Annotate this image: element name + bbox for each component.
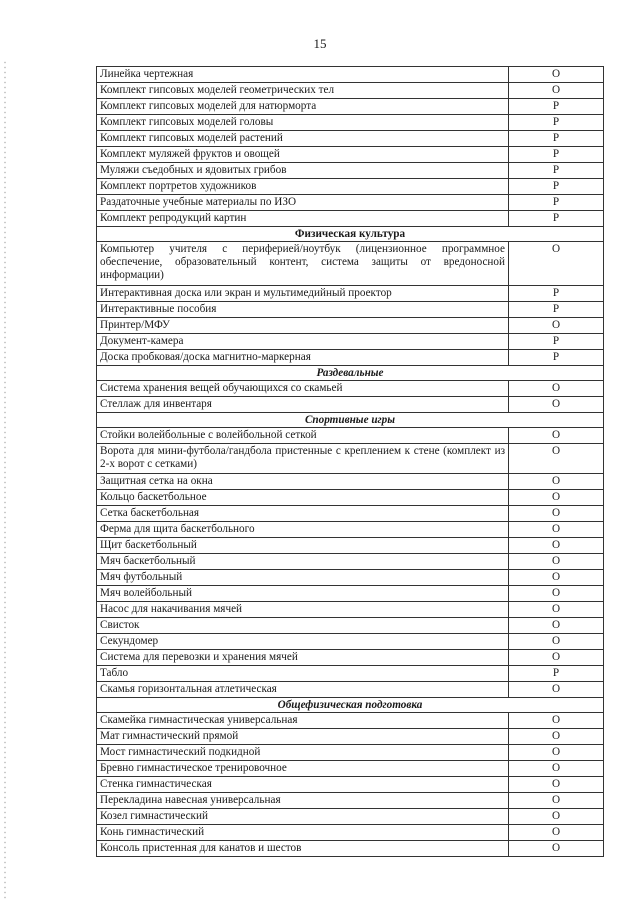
item-mark: О — [509, 618, 604, 634]
item-mark: О — [509, 745, 604, 761]
table-row — [97, 131, 604, 147]
item-name: Интерактивные пособия — [97, 302, 509, 318]
item-name: Комплект гипсовых моделей головы — [97, 115, 509, 131]
table-row — [97, 163, 604, 179]
table-row — [97, 809, 604, 825]
item-mark: О — [509, 83, 604, 99]
table-row — [97, 147, 604, 163]
item-mark: О — [509, 682, 604, 698]
table-row — [97, 428, 604, 444]
item-mark: О — [509, 777, 604, 793]
item-mark: О — [509, 809, 604, 825]
table-row — [97, 318, 604, 334]
item-name: Комплект гипсовых моделей геометрических тел — [97, 83, 509, 99]
section-title: Физическая культура — [97, 227, 604, 242]
item-name: Ферма для щита баскетбольного — [97, 522, 509, 538]
table-row — [97, 825, 604, 841]
section-row — [97, 366, 604, 381]
item-name: Сетка баскетбольная — [97, 506, 509, 522]
table-row — [97, 195, 604, 211]
item-mark: О — [509, 570, 604, 586]
table-row — [97, 682, 604, 698]
section-title: Раздевальные — [97, 366, 604, 381]
item-name: Комплект гипсовых моделей для натюрморта — [97, 99, 509, 115]
item-mark: О — [509, 538, 604, 554]
item-mark: О — [509, 381, 604, 397]
section-title: Спортивные игры — [97, 413, 604, 428]
item-name: Комплект портретов художников — [97, 179, 509, 195]
item-mark: Р — [509, 99, 604, 115]
item-name: Стенка гимнастическая — [97, 777, 509, 793]
scan-edge-dots — [4, 60, 6, 900]
item-name: Козел гимнастический — [97, 809, 509, 825]
item-mark: Р — [509, 131, 604, 147]
item-name: Доска пробковая/доска магнитно-маркерная — [97, 350, 509, 366]
item-mark: О — [509, 506, 604, 522]
item-name: Свисток — [97, 618, 509, 634]
item-name: Документ-камера — [97, 334, 509, 350]
item-name: Конь гимнастический — [97, 825, 509, 841]
item-name: Кольцо баскетбольное — [97, 490, 509, 506]
item-mark: Р — [509, 334, 604, 350]
table-row — [97, 777, 604, 793]
item-name: Мяч волейбольный — [97, 586, 509, 602]
item-name: Насос для накачивания мячей — [97, 602, 509, 618]
item-mark: О — [509, 841, 604, 857]
item-mark: О — [509, 474, 604, 490]
table-row — [97, 713, 604, 729]
item-mark: Р — [509, 302, 604, 318]
item-name: Раздаточные учебные материалы по ИЗО — [97, 195, 509, 211]
item-mark: О — [509, 650, 604, 666]
table-row — [97, 474, 604, 490]
item-name: Скамейка гимнастическая универсальная — [97, 713, 509, 729]
item-name: Муляжи съедобных и ядовитых грибов — [97, 163, 509, 179]
item-mark: О — [509, 825, 604, 841]
item-mark: О — [509, 554, 604, 570]
item-name: Перекладина навесная универсальная — [97, 793, 509, 809]
item-name: Бревно гимнастическое тренировочное — [97, 761, 509, 777]
table-row — [97, 618, 604, 634]
item-name: Мяч баскетбольный — [97, 554, 509, 570]
item-mark: Р — [509, 211, 604, 227]
item-mark: О — [509, 761, 604, 777]
table-row — [97, 761, 604, 777]
item-name: Принтер/МФУ — [97, 318, 509, 334]
item-mark: Р — [509, 195, 604, 211]
table-row — [97, 211, 604, 227]
page-number: 15 — [313, 36, 327, 51]
item-mark: Р — [509, 163, 604, 179]
item-mark: О — [509, 444, 604, 474]
table-row — [97, 397, 604, 413]
item-name: Компьютер учителя с периферией/ноутбук (лицензионное программное обеспечение, образовательный контент, система защиты от вредоносной информации) — [97, 242, 509, 286]
item-name: Консоль пристенная для канатов и шестов — [97, 841, 509, 857]
item-name: Табло — [97, 666, 509, 682]
item-mark: О — [509, 586, 604, 602]
item-mark: Р — [509, 286, 604, 302]
table-row — [97, 745, 604, 761]
item-name: Система для перевозки и хранения мячей — [97, 650, 509, 666]
item-name: Щит баскетбольный — [97, 538, 509, 554]
item-name: Защитная сетка на окна — [97, 474, 509, 490]
item-name: Комплект репродукций картин — [97, 211, 509, 227]
item-mark: О — [509, 793, 604, 809]
item-mark: Р — [509, 115, 604, 131]
item-name: Комплект муляжей фруктов и овощей — [97, 147, 509, 163]
item-mark: О — [509, 428, 604, 444]
table-row — [97, 242, 604, 286]
table-row — [97, 506, 604, 522]
table-row — [97, 729, 604, 745]
item-name: Мост гимнастический подкидной — [97, 745, 509, 761]
item-mark: О — [509, 602, 604, 618]
table-row — [97, 350, 604, 366]
item-name: Интерактивная доска или экран и мультимедийный проектор — [97, 286, 509, 302]
table-row — [97, 841, 604, 857]
table-row — [97, 666, 604, 682]
section-row — [97, 413, 604, 428]
item-mark: О — [509, 242, 604, 286]
item-mark: О — [509, 729, 604, 745]
item-name: Комплект гипсовых моделей растений — [97, 131, 509, 147]
table-row — [97, 538, 604, 554]
item-mark: О — [509, 490, 604, 506]
table-row — [97, 83, 604, 99]
table-row — [97, 67, 604, 83]
table-row — [97, 302, 604, 318]
table-row — [97, 586, 604, 602]
table-row — [97, 650, 604, 666]
item-mark: О — [509, 713, 604, 729]
section-row — [97, 698, 604, 713]
table-row — [97, 99, 604, 115]
table-row — [97, 570, 604, 586]
item-mark: Р — [509, 350, 604, 366]
table-row — [97, 334, 604, 350]
equipment-table — [96, 66, 604, 857]
item-mark: О — [509, 318, 604, 334]
item-name: Мяч футбольный — [97, 570, 509, 586]
item-name: Мат гимнастический прямой — [97, 729, 509, 745]
item-mark: Р — [509, 666, 604, 682]
section-title: Общефизическая подготовка — [97, 698, 604, 713]
table-row — [97, 179, 604, 195]
table-row — [97, 115, 604, 131]
item-mark: О — [509, 522, 604, 538]
table-row — [97, 381, 604, 397]
item-name: Линейка чертежная — [97, 67, 509, 83]
table-row — [97, 490, 604, 506]
section-row — [97, 227, 604, 242]
table-row — [97, 522, 604, 538]
table-row — [97, 793, 604, 809]
table-row — [97, 634, 604, 650]
table-row — [97, 554, 604, 570]
item-mark: Р — [509, 179, 604, 195]
item-name: Стойки волейбольные с волейбольной сеткой — [97, 428, 509, 444]
item-name: Стеллаж для инвентаря — [97, 397, 509, 413]
table-row — [97, 286, 604, 302]
item-mark: О — [509, 397, 604, 413]
item-name: Секундомер — [97, 634, 509, 650]
item-name: Ворота для мини-футбола/гандбола пристенные с креплением к стене (комплект из 2-х ворот с сетками) — [97, 444, 509, 474]
table-row — [97, 602, 604, 618]
item-mark: О — [509, 67, 604, 83]
item-name: Скамья горизонтальная атлетическая — [97, 682, 509, 698]
item-mark: Р — [509, 147, 604, 163]
table-row — [97, 444, 604, 474]
item-mark: О — [509, 634, 604, 650]
item-name: Система хранения вещей обучающихся со скамьей — [97, 381, 509, 397]
